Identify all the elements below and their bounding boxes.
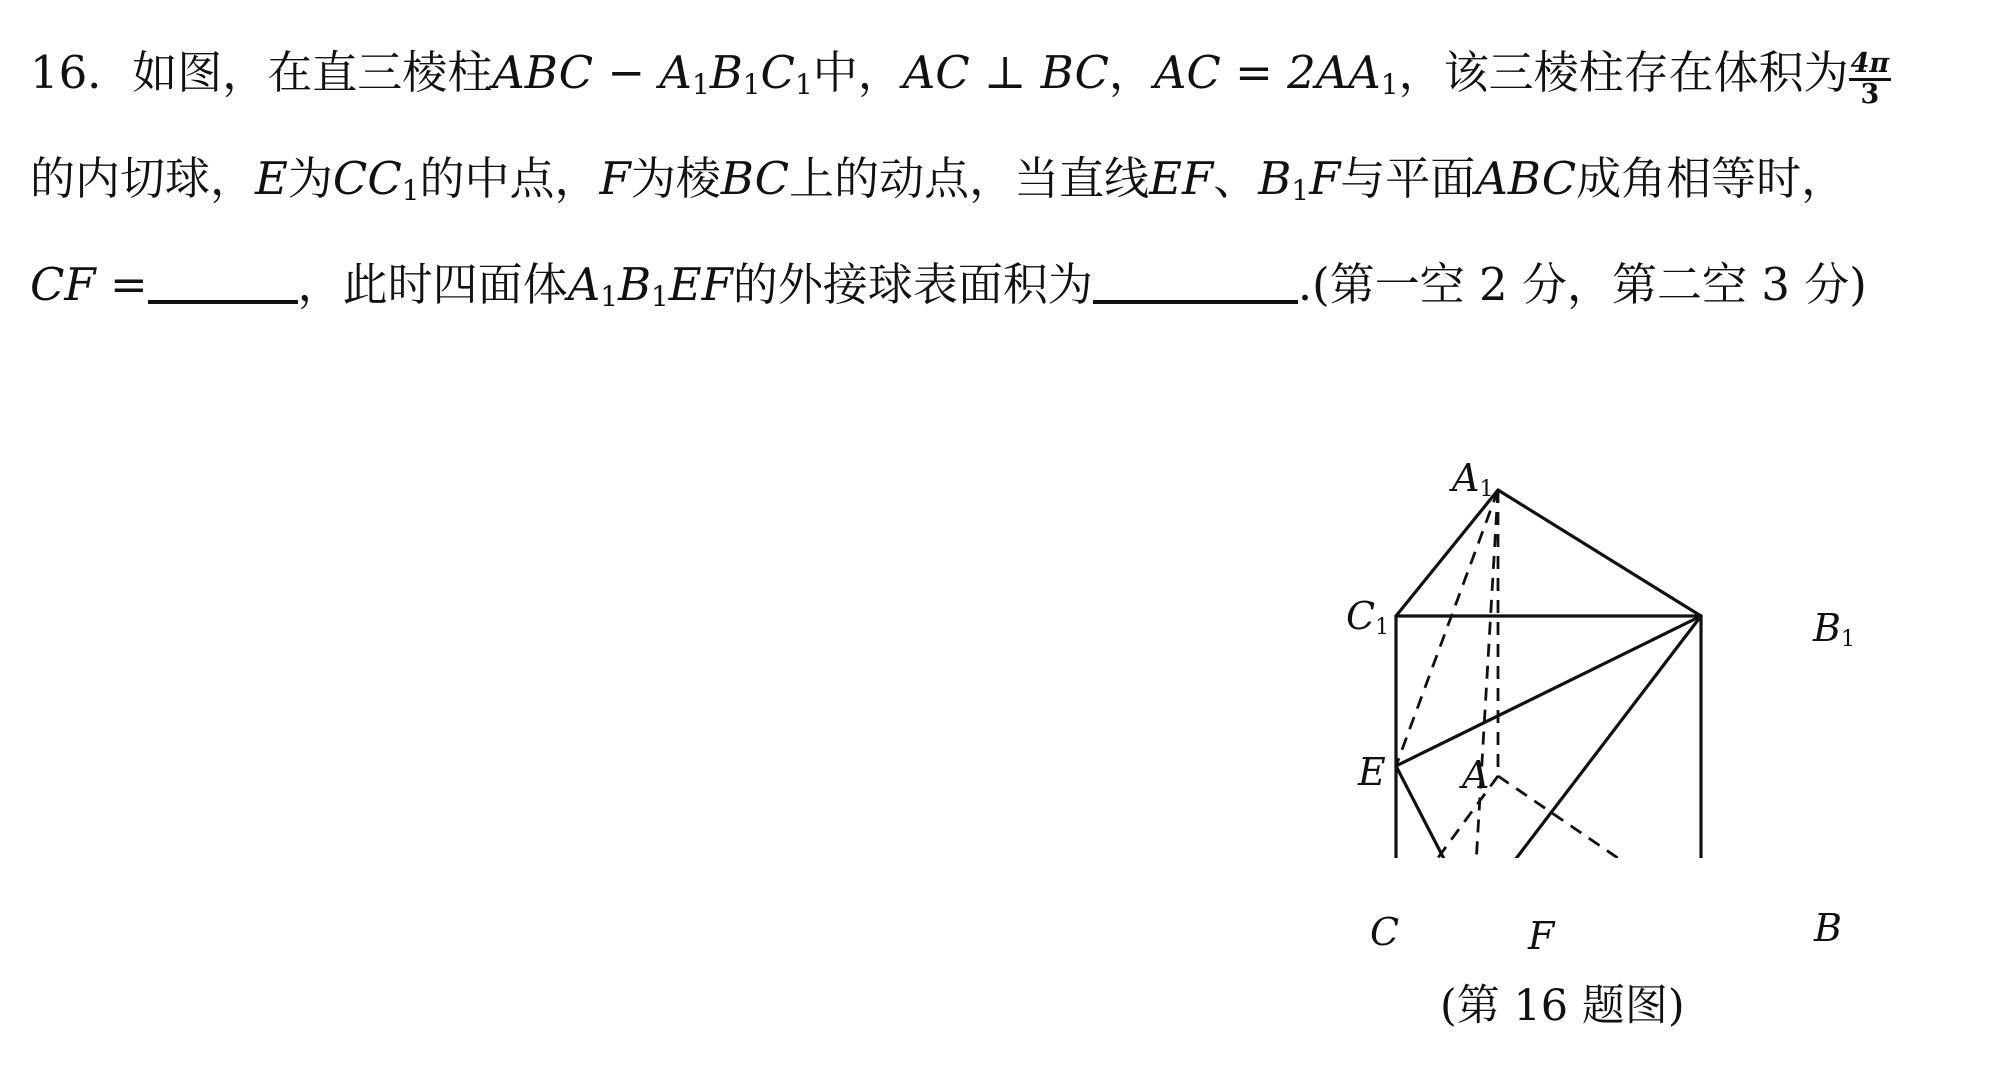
label-a: A [1462,753,1490,797]
text-segment: 与平面 [1340,152,1476,205]
hidden-edge-a-b [1498,776,1701,858]
math-segment-cc1: $CC_1$ [332,152,420,208]
text-segment: 如图，在直三棱柱 [132,46,493,99]
text-segment: 为 [287,152,333,205]
label-c: C [1370,910,1400,954]
text-segment: 、 [1213,152,1259,205]
math-point-f: F [599,152,631,205]
score-note: (第一空 2 分，第二空 3 分) [1312,258,1867,311]
segment-f-b1 [1473,616,1701,858]
fraction-numerator: 4π [1849,50,1892,81]
math-perpendicular: AC ⊥ BC [902,46,1109,99]
math-equation: AC = $2AA_1$ [1153,46,1399,102]
math-line-ef: EF [1149,152,1214,205]
problem-line-3 [30,232,1990,338]
text-segment: 中， [812,46,903,99]
fraction-denominator: 3 [1860,78,1880,110]
text-segment: ， [1108,46,1154,99]
math-plane-abc: ABC [1475,152,1577,205]
math-point-e: E [255,152,288,205]
problem-text [30,20,1990,338]
problem-line-1 [30,20,1990,126]
volume-fraction [1849,47,1892,110]
math-edge-bc: BC [720,152,790,205]
label-f: F [1528,914,1555,958]
text-segment: . [1297,258,1313,311]
label-e: E [1358,750,1386,794]
text-segment: 上的动点，当直线 [789,152,1150,205]
answer-blank-2[interactable] [1093,257,1298,304]
math-cf: CF = [30,258,148,311]
figure-caption: (第 16 题图) [1440,981,1685,1031]
problem-number: 16． [30,46,133,99]
label-a1: $A_1$ [1452,456,1494,502]
text-segment: 的外接球表面积为 [732,258,1093,311]
answer-blank-1[interactable] [148,257,298,304]
edge-c1-a1 [1396,490,1498,616]
label-b: B [1814,906,1842,950]
text-segment: 成角相等时， [1576,152,1847,205]
prism-figure [1330,458,1870,858]
label-b1: $B_1$ [1813,606,1855,652]
math-prism-name: ABC − $A_1B_1C_1$ [492,46,813,102]
edge-a1-b1 [1498,490,1701,616]
text-segment: ，此时四面体 [297,258,568,311]
prism-diagram [1330,458,1870,858]
text-segment: ，该三棱柱存在体积为 [1398,46,1849,99]
text-segment: 的内切球， [30,152,256,205]
problem-line-2 [30,126,1990,232]
label-c1: $C_1$ [1346,594,1390,640]
math-tetrahedron: $A_1B_1EF$ [567,258,733,314]
text-segment: 的中点， [419,152,600,205]
text-segment: 为棱 [630,152,721,205]
math-line-b1f: $B_1F$ [1258,152,1341,208]
